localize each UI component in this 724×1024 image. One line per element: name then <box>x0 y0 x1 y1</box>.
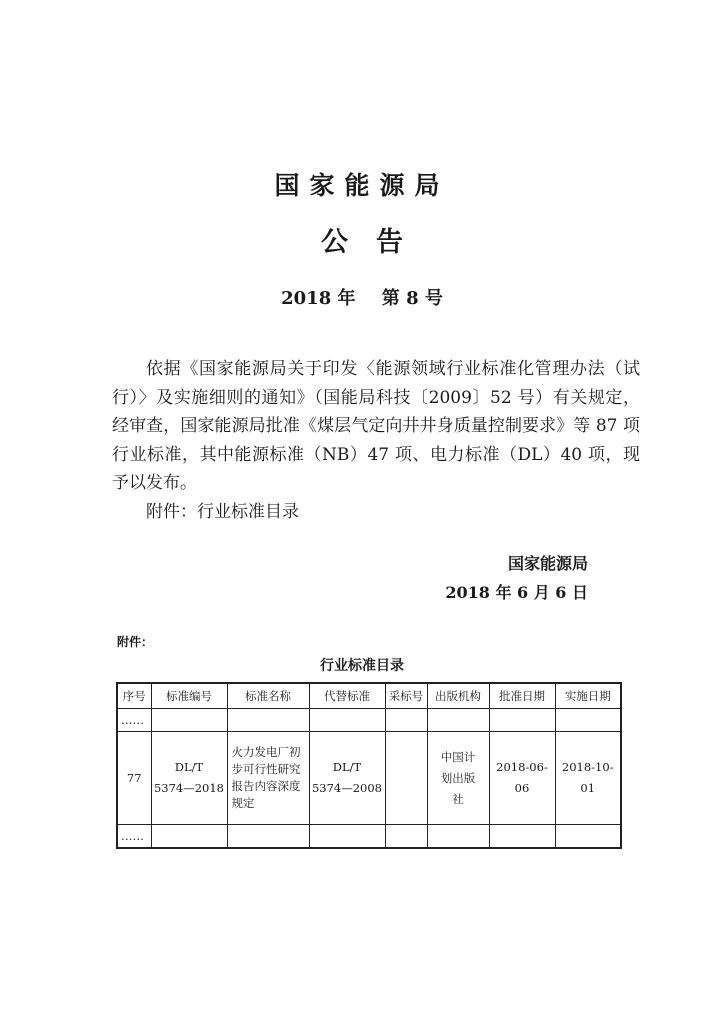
attachment-reference: 附件：行业标准目录 <box>146 501 299 522</box>
column-header: 实施日期 <box>555 683 621 709</box>
cell-replaced <box>309 732 385 825</box>
document-number <box>0 284 724 310</box>
cell-approved: 2018-06-06 <box>489 732 555 825</box>
column-header: 出版机构 <box>427 683 489 709</box>
standards-table <box>116 682 622 849</box>
ellipsis-cell: …… <box>117 709 151 732</box>
table-title: 行业标准目录 <box>320 658 404 674</box>
ellipsis-cell: …… <box>117 825 151 849</box>
notice-body <box>112 355 640 526</box>
column-header: 采标号 <box>385 683 427 709</box>
table-row-ellipsis <box>117 825 621 849</box>
column-header: 标准编号 <box>151 683 227 709</box>
column-header: 序号 <box>117 683 151 709</box>
table-row-ellipsis <box>117 709 621 732</box>
signature-date: 2018 年 6 月 6 日 <box>445 583 588 602</box>
agency-title: 国家能源局 <box>274 171 450 200</box>
column-header: 标准名称 <box>227 683 309 709</box>
signature-issuer: 国家能源局 <box>507 554 588 573</box>
replaced-number: 5374—2008 <box>311 781 383 795</box>
cell-adopted <box>385 732 427 825</box>
column-header: 代替标准 <box>309 683 385 709</box>
notice-title: 公告 <box>321 227 431 258</box>
body-paragraph: 依据《国家能源局关于印发〈能源领域行业标准化管理办法（试行）〉及实施细则的通知》（国能局科技〔2009〕52 号）有关规定，经审查，国家能源局批准《煤层气定向井井身质量控制要求》等 87 项行业标准，其中能源标准（NB）47 项、电力标准（DL）40 项，现予以发布。 <box>112 359 640 493</box>
cell-name: 火力发电厂初步可行性研究报告内容深度规定 <box>227 732 309 825</box>
table-header-row <box>117 683 621 709</box>
attachment-label: 附件： <box>117 635 154 649</box>
code-prefix: DL/T <box>174 760 204 774</box>
replaced-prefix: DL/T <box>332 760 362 774</box>
cell-no: 77 <box>117 732 151 825</box>
column-header: 批准日期 <box>489 683 555 709</box>
cell-code <box>151 732 227 825</box>
document-issue: 第 8 号 <box>381 288 443 309</box>
cell-publisher: 中国计划出版社 <box>427 732 489 825</box>
table-row <box>117 732 621 825</box>
code-number: 5374—2018 <box>153 781 225 795</box>
cell-effective: 2018-10-01 <box>555 732 621 825</box>
document-year: 2018 年 <box>281 288 356 309</box>
